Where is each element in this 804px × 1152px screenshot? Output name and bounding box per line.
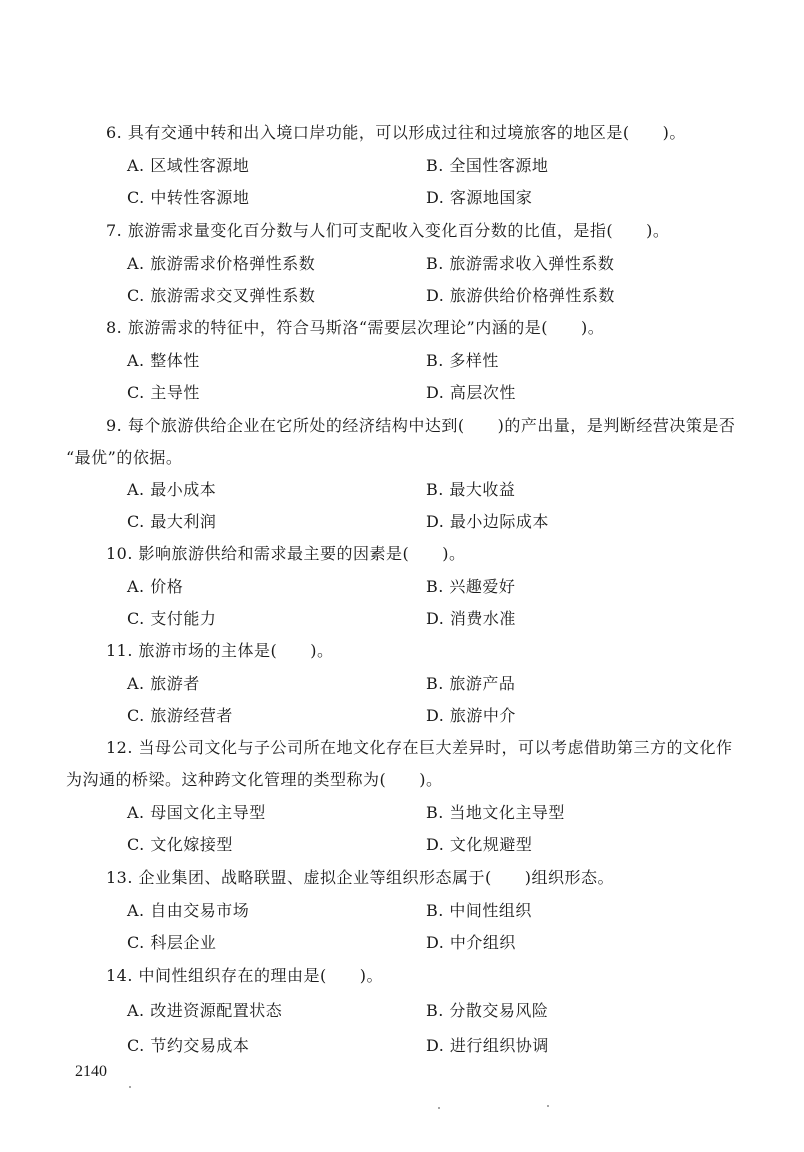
page-code: 2140 [75, 1063, 107, 1080]
question-9-option-d: D. 最小边际成本 [426, 512, 549, 531]
question-14-option-b: B. 分散交易风险 [426, 1001, 549, 1020]
question-13-option-a: A. 自由交易市场 [127, 901, 250, 920]
question-14-option-a: A. 改进资源配置状态 [127, 1001, 283, 1020]
question-12-stem-line2: 为沟通的桥梁。这种跨文化管理的类型称为( )。 [66, 770, 443, 789]
question-12-option-d: D. 文化规避型 [426, 835, 533, 854]
question-9-option-b: B. 最大收益 [426, 480, 516, 499]
question-7-option-a: A. 旅游需求价格弹性系数 [127, 254, 316, 273]
question-9-stem-line1: 9. 每个旅游供给企业在它所处的经济结构中达到( )的产出量，是判断经营决策是否 [106, 416, 736, 435]
question-13-stem: 13. 企业集团、战略联盟、虚拟企业等组织形态属于( )组织形态。 [106, 868, 615, 887]
scan-speck [129, 1086, 131, 1088]
question-6-stem: 6. 具有交通中转和出入境口岸功能，可以形成过往和过境旅客的地区是( )。 [106, 123, 686, 142]
scan-speck [547, 1105, 549, 1107]
question-6-option-c: C. 中转性客源地 [127, 188, 250, 207]
question-7-option-c: C. 旅游需求交叉弹性系数 [127, 286, 316, 305]
question-11-option-c: C. 旅游经营者 [127, 706, 233, 725]
question-10-stem: 10. 影响旅游供给和需求最主要的因素是( )。 [106, 544, 466, 563]
question-11-stem: 11. 旅游市场的主体是( )。 [106, 641, 334, 660]
question-6-option-a: A. 区域性客源地 [127, 156, 250, 175]
question-8-option-a: A. 整体性 [127, 351, 200, 370]
question-14-option-c: C. 节约交易成本 [127, 1036, 250, 1055]
question-6-option-b: B. 全国性客源地 [426, 156, 549, 175]
question-10-option-d: D. 消费水准 [426, 609, 516, 628]
question-9-option-a: A. 最小成本 [127, 480, 217, 499]
question-8-option-c: C. 主导性 [127, 383, 200, 402]
question-14-stem: 14. 中间性组织存在的理由是( )。 [106, 966, 384, 985]
question-8-stem: 8. 旅游需求的特征中，符合马斯洛“需要层次理论”内涵的是( )。 [106, 318, 605, 337]
question-12-option-c: C. 文化嫁接型 [127, 835, 233, 854]
question-10-option-c: C. 支付能力 [127, 609, 217, 628]
question-11-option-b: B. 旅游产品 [426, 674, 516, 693]
question-14-option-d: D. 进行组织协调 [426, 1036, 549, 1055]
question-8-option-b: B. 多样性 [426, 351, 499, 370]
question-6-option-d: D. 客源地国家 [426, 188, 533, 207]
question-10-option-b: B. 兴趣爱好 [426, 577, 516, 596]
question-7-option-d: D. 旅游供给价格弹性系数 [426, 286, 615, 305]
question-9-option-c: C. 最大利润 [127, 512, 217, 531]
question-10-option-a: A. 价格 [127, 577, 184, 596]
question-13-option-c: C. 科层企业 [127, 933, 217, 952]
question-13-option-d: D. 中介组织 [426, 933, 516, 952]
question-7-option-b: B. 旅游需求收入弹性系数 [426, 254, 615, 273]
question-12-stem-line1: 12. 当母公司文化与子公司所在地文化存在巨大差异时，可以考虑借助第三方的文化作 [106, 738, 733, 757]
question-8-option-d: D. 高层次性 [426, 383, 516, 402]
question-9-stem-line2: “最优”的依据。 [66, 448, 183, 467]
question-7-stem: 7. 旅游需求量变化百分数与人们可支配收入变化百分数的比值，是指( )。 [106, 221, 670, 240]
scan-speck [438, 1107, 440, 1109]
question-12-option-a: A. 母国文化主导型 [127, 803, 266, 822]
question-11-option-a: A. 旅游者 [127, 674, 200, 693]
question-12-option-b: B. 当地文化主导型 [426, 803, 565, 822]
question-11-option-d: D. 旅游中介 [426, 706, 516, 725]
question-13-option-b: B. 中间性组织 [426, 901, 532, 920]
